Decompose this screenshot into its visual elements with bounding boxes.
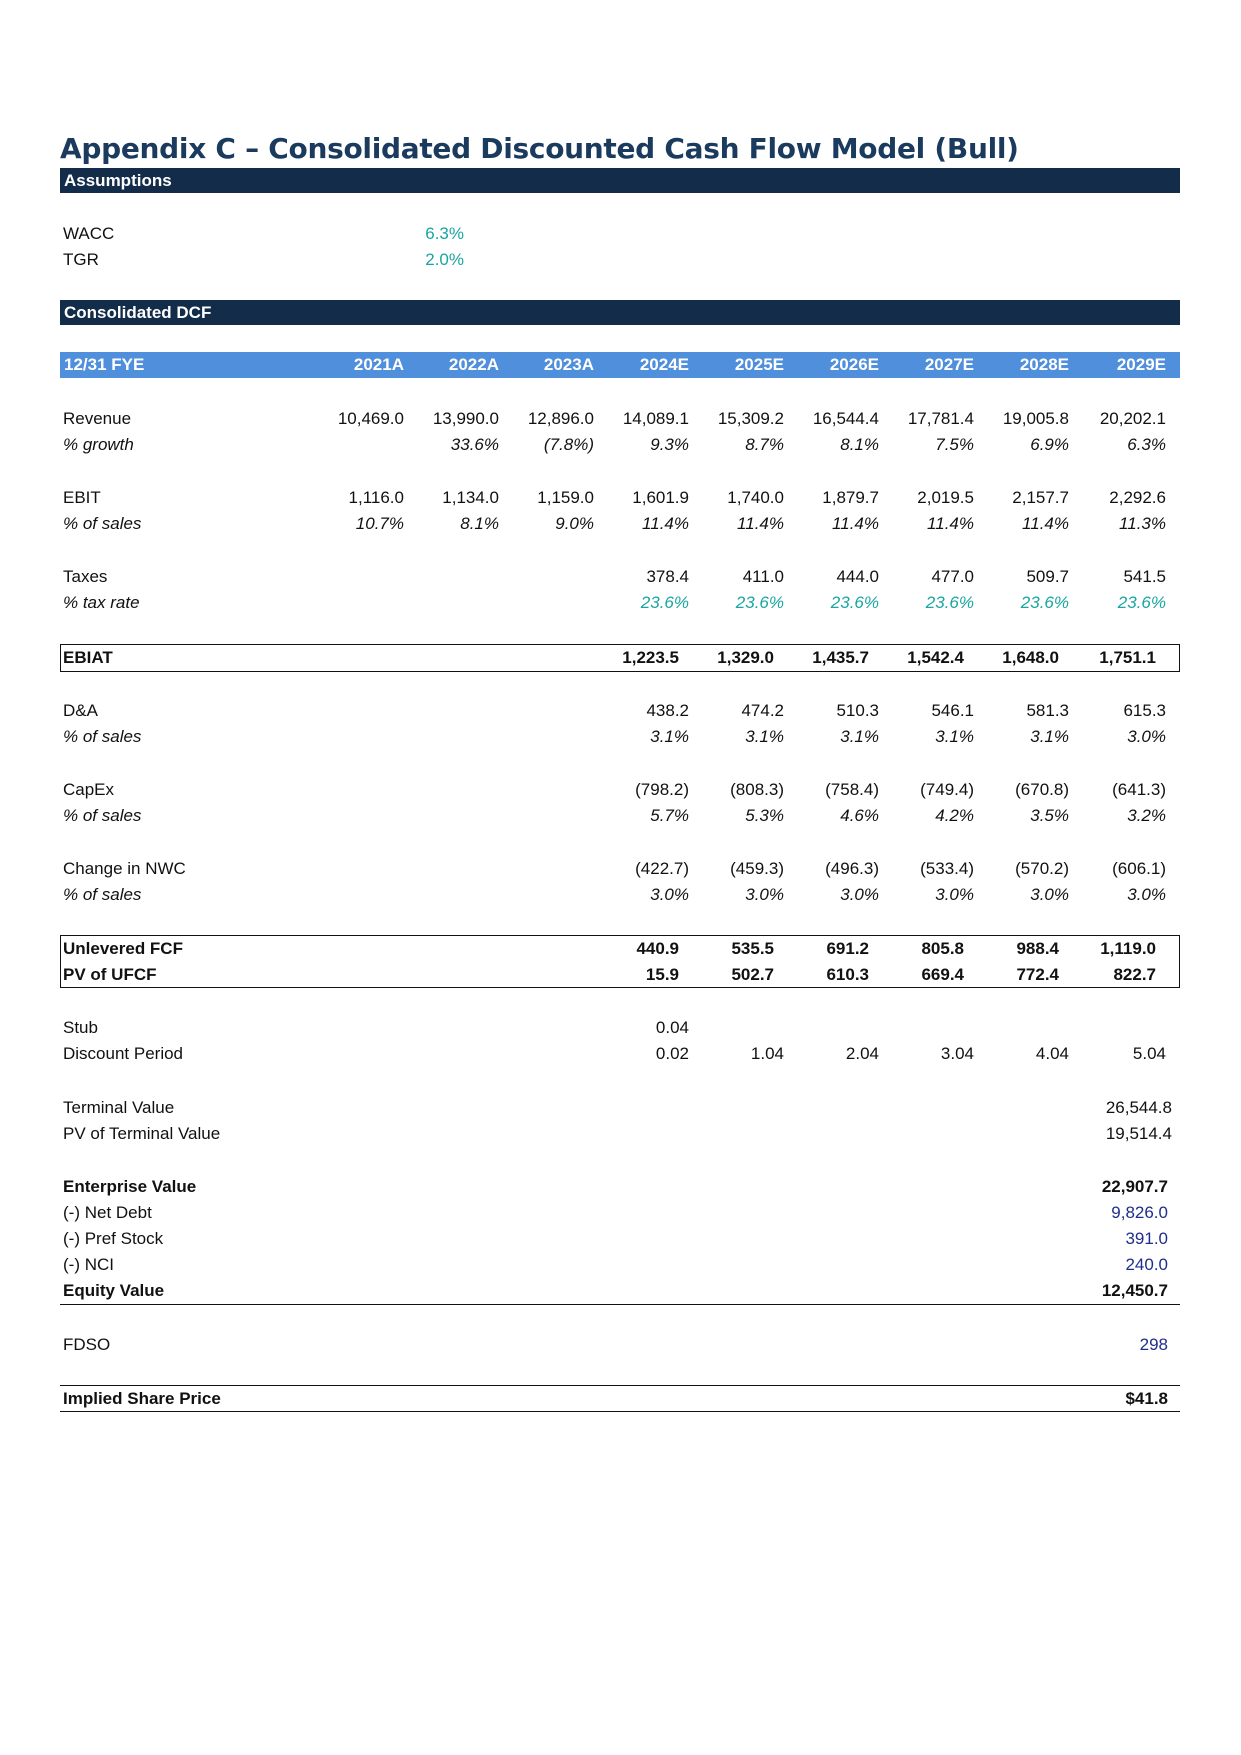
table-cell: 23.6% [830, 593, 879, 612]
year-header-2029e: 2029E [1116, 355, 1166, 374]
tgr-label: TGR [63, 250, 99, 269]
table-cell: 546.1 [931, 701, 974, 720]
table-cell: 669.4 [921, 965, 964, 984]
table-cell: 1,740.0 [727, 488, 784, 507]
table-cell: 11.4% [642, 514, 689, 533]
wacc-value: 6.3% [425, 224, 464, 243]
discount-label: Discount Period [63, 1044, 184, 1063]
nwc-label: Change in NWC [63, 859, 186, 878]
implied-share-price-label: Implied Share Price [63, 1389, 221, 1408]
table-cell: 1,601.9 [632, 488, 689, 507]
ebit-row [60, 485, 1180, 511]
table-cell: 15.9 [645, 965, 679, 984]
table-cell: 581.3 [1026, 701, 1069, 720]
table-cell: 19,005.8 [1002, 409, 1069, 428]
year-header-2022a: 2022A [448, 355, 499, 374]
table-cell: 3.0% [1030, 885, 1069, 904]
pv-terminal-value-label: PV of Terminal Value [63, 1124, 221, 1143]
table-cell: (641.3) [1112, 780, 1166, 799]
table-cell: 3.0% [1127, 885, 1166, 904]
terminal-value: 26,544.8 [1105, 1098, 1172, 1117]
ufcf-label: Unlevered FCF [63, 939, 183, 958]
equity-value-row [60, 1278, 1180, 1304]
capex-pct-row [60, 803, 1180, 829]
table-cell: 610.3 [826, 965, 869, 984]
table-cell: 1,435.7 [812, 648, 869, 667]
nci-label: (-) NCI [63, 1255, 114, 1274]
table-cell: 438.2 [646, 701, 689, 720]
table-cell: 615.3 [1123, 701, 1166, 720]
terminal-value-row [60, 1095, 1180, 1121]
table-cell: 3.0% [745, 885, 784, 904]
table-cell: (670.8) [1015, 780, 1069, 799]
tgr-value: 2.0% [425, 250, 464, 269]
table-cell: 3.5% [1030, 806, 1069, 825]
revenue-label: Revenue [63, 409, 132, 428]
ebit-margin-label: % of sales [63, 514, 142, 533]
net-debt-label: (-) Net Debt [63, 1203, 152, 1222]
table-cell: 5.04 [1132, 1044, 1166, 1063]
pv-ufcf-label: PV of UFCF [63, 965, 157, 984]
table-cell: 3.1% [650, 727, 689, 746]
table-cell: 1,223.5 [622, 648, 679, 667]
table-cell: (749.4) [920, 780, 974, 799]
table-cell: 1,116.0 [348, 488, 404, 507]
table-cell: 1,159.0 [537, 488, 594, 507]
table-cell: 509.7 [1026, 567, 1069, 586]
table-cell: 1,542.4 [907, 648, 964, 667]
table-cell: 440.9 [636, 939, 679, 958]
table-cell: 33.6% [450, 435, 499, 454]
net-debt-row [60, 1200, 1180, 1226]
table-cell: 3.1% [745, 727, 784, 746]
table-cell: 23.6% [735, 593, 784, 612]
ebit-label: EBIT [63, 488, 101, 507]
table-cell: 411.0 [742, 567, 784, 586]
growth-label: % growth [63, 435, 134, 454]
discount-row [60, 1041, 1180, 1067]
year-header-2024e: 2024E [639, 355, 689, 374]
table-cell: 3.0% [935, 885, 974, 904]
table-cell: 3.1% [1030, 727, 1069, 746]
pref-stock-row [60, 1226, 1180, 1252]
table-cell: 772.4 [1016, 965, 1059, 984]
table-cell: 2,157.7 [1012, 488, 1069, 507]
table-cell: 474.2 [741, 701, 784, 720]
table-cell: (459.3) [730, 859, 784, 878]
table-cell: 0.02 [655, 1044, 689, 1063]
table-cell: 535.5 [731, 939, 774, 958]
table-cell: 14,089.1 [622, 409, 689, 428]
nci-row [60, 1252, 1180, 1278]
table-cell: 5.7% [650, 806, 689, 825]
year-header-2028e: 2028E [1019, 355, 1069, 374]
table-cell: 2.04 [845, 1044, 879, 1063]
tgr-row [60, 247, 1180, 273]
table-cell: (496.3) [825, 859, 879, 878]
table-cell: 23.6% [640, 593, 689, 612]
table-cell: 10.7% [355, 514, 404, 533]
da-pct-label: % of sales [63, 727, 142, 746]
table-cell: (758.4) [825, 780, 879, 799]
table-cell: 510.3 [836, 701, 879, 720]
nci-value: 240.0 [1125, 1255, 1168, 1274]
table-cell: 9.3% [650, 435, 689, 454]
year-header-2023a: 2023A [543, 355, 594, 374]
table-cell: (798.2) [635, 780, 689, 799]
table-cell: 13,990.0 [432, 409, 499, 428]
implied-share-price: $41.8 [1125, 1389, 1168, 1408]
taxes-label: Taxes [63, 567, 108, 586]
ebit-margin-row [60, 511, 1180, 537]
table-cell: 20,202.1 [1099, 409, 1166, 428]
fdso-label: FDSO [63, 1335, 111, 1354]
table-cell: 2,019.5 [917, 488, 974, 507]
table-cell: 541.5 [1123, 567, 1166, 586]
table-cell: 23.6% [1020, 593, 1069, 612]
wacc-row [60, 221, 1180, 247]
table-cell: 1,648.0 [1002, 648, 1059, 667]
table-cell: 988.4 [1016, 939, 1059, 958]
table-cell: 11.4% [832, 514, 879, 533]
table-cell: 477.0 [931, 567, 974, 586]
equity-value: 12,450.7 [1101, 1281, 1168, 1300]
table-cell: 6.3% [1127, 435, 1166, 454]
pref-stock-label: (-) Pref Stock [63, 1229, 164, 1248]
table-cell: 10,469.0 [337, 409, 404, 428]
terminal-value-label: Terminal Value [63, 1098, 175, 1117]
stub-label: Stub [63, 1018, 98, 1037]
table-cell: (606.1) [1112, 859, 1166, 878]
table-cell: 11.4% [927, 514, 974, 533]
table-cell: 3.04 [940, 1044, 974, 1063]
table-cell: 4.2% [935, 806, 974, 825]
table-cell: (422.7) [635, 859, 689, 878]
enterprise-value-label: Enterprise Value [63, 1177, 197, 1196]
nwc-pct-label: % of sales [63, 885, 142, 904]
table-cell: 7.5% [935, 435, 974, 454]
table-cell: 8.1% [460, 514, 499, 533]
table-cell: 23.6% [925, 593, 974, 612]
growth-row [60, 432, 1180, 458]
wacc-label: WACC [63, 224, 115, 243]
table-cell: (7.8%) [543, 435, 594, 454]
table-cell: 11.3% [1119, 514, 1166, 533]
year-header-2025e: 2025E [734, 355, 784, 374]
pv-terminal-value: 19,514.4 [1105, 1124, 1172, 1143]
capex-pct-label: % of sales [63, 806, 142, 825]
equity-value-label: Equity Value [63, 1281, 165, 1300]
ebiat-row [60, 645, 1180, 671]
year-header-2021a: 2021A [353, 355, 404, 374]
fdso-row [60, 1332, 1180, 1358]
year-header-2027e: 2027E [924, 355, 974, 374]
table-cell: 378.4 [646, 567, 689, 586]
table-cell: 9.0% [555, 514, 594, 533]
ufcf-row [60, 936, 1180, 962]
equity-underline [60, 1304, 1180, 1305]
table-cell: 1,329.0 [717, 648, 774, 667]
assumptions-header: Assumptions [60, 168, 1180, 193]
pv-terminal-value-row [60, 1121, 1180, 1147]
table-cell: (808.3) [730, 780, 784, 799]
table-cell: 3.1% [840, 727, 879, 746]
table-cell: 1,879.7 [822, 488, 879, 507]
table-cell: 4.6% [840, 806, 879, 825]
table-cell: 1.04 [750, 1044, 784, 1063]
table-cell: 805.8 [921, 939, 964, 958]
tax-rate-row [60, 590, 1180, 616]
table-cell: 1,134.0 [442, 488, 499, 507]
capex-row [60, 777, 1180, 803]
capex-label: CapEx [63, 780, 115, 799]
table-cell: 3.0% [840, 885, 879, 904]
table-cell: 4.04 [1035, 1044, 1069, 1063]
stub-row [60, 1015, 1180, 1041]
pv-ufcf-row [60, 962, 1180, 988]
revenue-row [60, 406, 1180, 432]
table-cell: 23.6% [1117, 593, 1166, 612]
table-cell: 502.7 [731, 965, 774, 984]
table-cell: 2,292.6 [1109, 488, 1166, 507]
table-cell: 1,119.0 [1100, 939, 1156, 958]
table-cell: 3.2% [1127, 806, 1166, 825]
fye-label: 12/31 FYE [64, 355, 145, 374]
table-cell: (533.4) [920, 859, 974, 878]
dcf-header: Consolidated DCF [60, 300, 1180, 325]
table-cell: 11.4% [737, 514, 784, 533]
enterprise-value-row [60, 1174, 1180, 1200]
table-cell: 3.0% [1127, 727, 1166, 746]
table-cell: 8.1% [840, 435, 879, 454]
table-cell: 6.9% [1030, 435, 1069, 454]
page-title: Appendix C – Consolidated Discounted Cash Flow Model (Bull) [60, 132, 1019, 165]
table-cell: 16,544.4 [812, 409, 879, 428]
table-cell: 822.7 [1113, 965, 1156, 984]
pref-stock-value: 391.0 [1125, 1229, 1168, 1248]
table-cell: 1,751.1 [1099, 648, 1156, 667]
table-cell: 3.1% [935, 727, 974, 746]
nwc-row [60, 856, 1180, 882]
enterprise-value: 22,907.7 [1101, 1177, 1168, 1196]
table-cell: 11.4% [1022, 514, 1069, 533]
ebiat-label: EBIAT [63, 648, 113, 667]
table-cell: 444.0 [836, 567, 879, 586]
nwc-pct-row [60, 882, 1180, 908]
table-cell: 691.2 [826, 939, 869, 958]
table-cell: (570.2) [1015, 859, 1069, 878]
tax-rate-label: % tax rate [63, 593, 140, 612]
net-debt-value: 9,826.0 [1111, 1203, 1168, 1222]
implied-share-price-row [60, 1386, 1180, 1412]
fdso-value: 298 [1139, 1335, 1168, 1354]
year-header-2026e: 2026E [829, 355, 879, 374]
da-row [60, 698, 1180, 724]
taxes-row [60, 564, 1180, 590]
table-cell: 5.3% [745, 806, 784, 825]
da-label: D&A [63, 701, 98, 720]
year-header-bar [60, 352, 1180, 378]
table-cell: 15,309.2 [717, 409, 784, 428]
da-pct-row [60, 724, 1180, 750]
table-cell: 3.0% [650, 885, 689, 904]
table-cell: 17,781.4 [907, 409, 974, 428]
table-cell: 8.7% [745, 435, 784, 454]
table-cell: 12,896.0 [527, 409, 594, 428]
table-cell: 0.04 [655, 1018, 689, 1037]
